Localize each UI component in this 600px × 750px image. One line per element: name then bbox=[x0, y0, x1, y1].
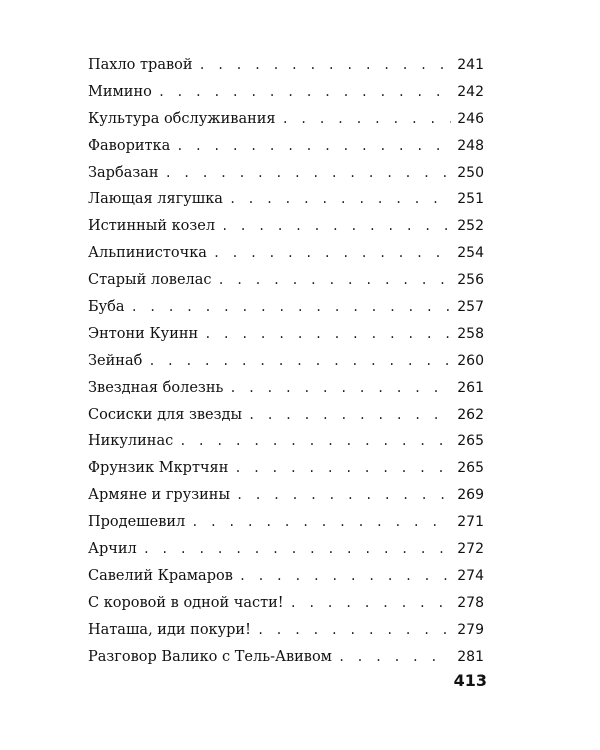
toc-entry-page: 254 bbox=[457, 245, 484, 262]
toc-entry-title: Буба bbox=[88, 299, 125, 316]
toc-entry-page: 242 bbox=[457, 83, 484, 100]
toc-entry-title: Альпинисточка bbox=[88, 245, 207, 262]
page-number: 413 bbox=[453, 671, 487, 690]
toc-entry-title: Армяне и грузины bbox=[88, 487, 231, 504]
toc-entry-title: Зарбазан bbox=[88, 164, 159, 181]
toc-entry-title: Лающая лягушка bbox=[88, 191, 223, 208]
toc-dot-leader bbox=[282, 106, 452, 133]
toc-entry-title: Савелий Крамаров bbox=[88, 567, 233, 584]
toc-entry-title: Разговор Валико с Тель-Авивом bbox=[88, 648, 332, 665]
toc-entry-title: Фаворитка bbox=[88, 137, 171, 154]
toc-entry-page: 260 bbox=[457, 352, 484, 369]
toc-dot-leader bbox=[257, 617, 451, 644]
toc-entry bbox=[88, 563, 484, 590]
toc-entry bbox=[88, 240, 484, 267]
toc-entry bbox=[88, 106, 484, 133]
toc-entry-page: 278 bbox=[457, 594, 484, 611]
toc-entry bbox=[88, 133, 484, 160]
toc-entry-page: 269 bbox=[457, 487, 484, 504]
toc-dot-leader bbox=[221, 213, 451, 240]
toc-entry-title: Фрунзик Мкртчян bbox=[88, 460, 229, 477]
toc-entry bbox=[88, 52, 484, 79]
toc-entry-title: Старый ловелас bbox=[88, 272, 212, 289]
toc-entry-title: Мимино bbox=[88, 83, 152, 100]
toc-entry-page: 258 bbox=[457, 325, 484, 342]
toc-dot-leader bbox=[290, 590, 452, 617]
toc-entry-page: 261 bbox=[457, 379, 484, 396]
toc-entry bbox=[88, 644, 484, 671]
toc-entry-page: 262 bbox=[457, 406, 484, 423]
toc-entry-title: Никулинас bbox=[88, 433, 174, 450]
toc-entry bbox=[88, 428, 484, 455]
toc-entry bbox=[88, 590, 484, 617]
toc-entry-page: 265 bbox=[457, 460, 484, 477]
toc-dot-leader bbox=[229, 186, 451, 213]
toc-entry bbox=[88, 160, 484, 187]
toc-entry-title: Зейнаб bbox=[88, 352, 143, 369]
toc-entry-title: Пахло травой bbox=[88, 57, 193, 73]
toc-dot-leader bbox=[229, 375, 451, 402]
toc-entry-page: 256 bbox=[457, 272, 484, 289]
toc-dot-leader bbox=[236, 482, 451, 509]
table-of-contents bbox=[88, 52, 484, 670]
toc-dot-leader bbox=[148, 348, 451, 375]
toc-entry bbox=[88, 348, 484, 375]
toc-entry bbox=[88, 617, 484, 644]
toc-entry-page: 257 bbox=[457, 299, 484, 316]
toc-entry-page: 271 bbox=[457, 514, 484, 531]
toc-entry-title: С коровой в одной части! bbox=[88, 594, 284, 611]
toc-entry bbox=[88, 79, 484, 106]
toc-entry-title: Сосиски для звезды bbox=[88, 406, 242, 423]
toc-dot-leader bbox=[158, 79, 451, 106]
toc-entry-title: Энтони Куинн bbox=[88, 325, 199, 342]
toc-entry bbox=[88, 321, 484, 348]
toc-entry-page: 251 bbox=[457, 191, 484, 208]
toc-dot-leader bbox=[234, 455, 451, 482]
toc-dot-leader bbox=[131, 294, 452, 321]
toc-dot-leader bbox=[165, 160, 452, 187]
toc-dot-leader bbox=[338, 644, 451, 671]
toc-entry bbox=[88, 455, 484, 482]
toc-entry bbox=[88, 267, 484, 294]
toc-entry bbox=[88, 213, 484, 240]
toc-entry-page: 274 bbox=[457, 567, 484, 584]
toc-entry bbox=[88, 482, 484, 509]
toc-entry-title: Наташа, иди покури! bbox=[88, 621, 251, 638]
toc-entry-title: Арчил bbox=[88, 541, 137, 558]
toc-entry-page: 246 bbox=[457, 110, 484, 127]
toc-entry-page: 272 bbox=[457, 541, 484, 558]
toc-entry-page: 279 bbox=[457, 621, 484, 638]
toc-entry-page: 241 bbox=[457, 57, 484, 73]
toc-entry bbox=[88, 294, 484, 321]
toc-dot-leader bbox=[143, 536, 452, 563]
toc-entry-title: Истинный козел bbox=[88, 218, 216, 235]
toc-entry bbox=[88, 402, 484, 429]
toc-dot-leader bbox=[199, 52, 452, 79]
toc-entry bbox=[88, 536, 484, 563]
toc-dot-leader bbox=[218, 267, 452, 294]
toc-entry-title: Культура обслуживания bbox=[88, 110, 276, 127]
toc-dot-leader bbox=[248, 402, 451, 429]
toc-entry-title: Звездная болезнь bbox=[88, 379, 224, 396]
toc-entry-title: Продешевил bbox=[88, 514, 186, 531]
toc-dot-leader bbox=[239, 563, 451, 590]
toc-dot-leader bbox=[204, 321, 451, 348]
toc-entry-page: 281 bbox=[457, 648, 484, 665]
toc-entry-page: 265 bbox=[457, 433, 484, 450]
toc-dot-leader bbox=[176, 133, 451, 160]
toc-entry bbox=[88, 186, 484, 213]
toc-entry bbox=[88, 375, 484, 402]
toc-dot-leader bbox=[213, 240, 451, 267]
toc-dot-leader bbox=[191, 509, 451, 536]
toc-entry-page: 252 bbox=[457, 218, 484, 235]
toc-dot-leader bbox=[179, 428, 451, 455]
toc-entry-page: 248 bbox=[457, 137, 484, 154]
toc-entry bbox=[88, 509, 484, 536]
toc-entry-page: 250 bbox=[457, 164, 484, 181]
